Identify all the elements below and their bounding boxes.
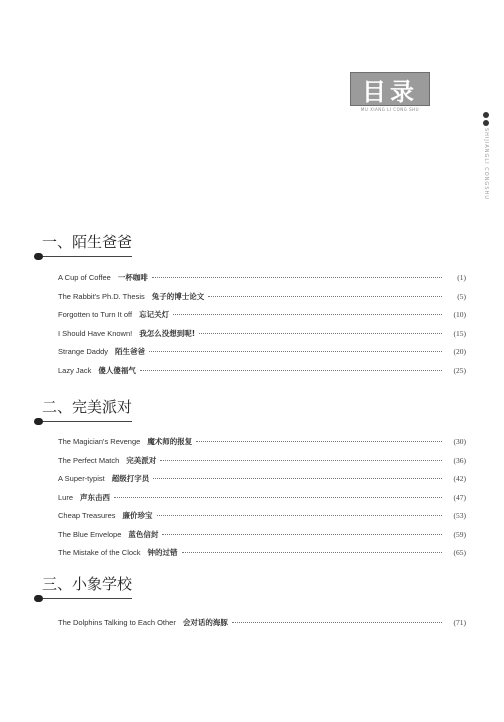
entry-title-zh: 一杯咖啡 — [117, 273, 148, 282]
entry-page: (42) — [453, 474, 466, 483]
entry-title-en: Forgotten to Turn It off — [58, 310, 133, 319]
dot-leader — [140, 370, 442, 371]
entry-title-zh: 忘记关灯 — [139, 310, 170, 319]
entry-page: (71) — [453, 618, 466, 627]
entry-title-en: The Blue Envelope — [58, 529, 122, 539]
section-rule — [36, 595, 466, 605]
side-label: SHIJIANGLI CONGSHU — [483, 128, 489, 200]
entry-title-zh: 傻人傻福气 — [98, 365, 136, 375]
toc-entry[interactable] — [36, 492, 466, 511]
section-heading: 一、陌生爸爸 — [42, 233, 133, 251]
bullet-dot-icon — [34, 253, 43, 260]
entry-page: (20) — [453, 347, 466, 356]
dot-leader — [199, 333, 442, 334]
entry-list — [36, 272, 466, 383]
dot-leader — [114, 497, 442, 498]
toc-entry[interactable] — [36, 272, 466, 291]
dot-leader — [160, 460, 442, 461]
dot-leader — [196, 441, 442, 442]
entry-title-en: The Magician's Revenge — [58, 437, 141, 446]
entry-title-en: Lazy Jack — [58, 365, 92, 375]
page-title-box — [350, 72, 430, 106]
entry-title-zh: 完美派对 — [126, 455, 157, 465]
section-heading: 三、小象学校 — [42, 575, 133, 593]
entry-list — [36, 617, 466, 636]
section-heading: 二、完美派对 — [42, 398, 133, 416]
bullet-dot-icon — [34, 595, 43, 602]
dot-leader — [149, 351, 442, 352]
toc-entry[interactable] — [36, 529, 466, 548]
page-title: 目录 — [362, 76, 418, 106]
dot-leader — [208, 296, 442, 297]
entry-title-zh: 超级打字员 — [111, 474, 150, 483]
side-strip — [483, 112, 489, 272]
entry-title-zh: 陌生爸爸 — [115, 347, 146, 356]
toc-entry[interactable] — [36, 328, 466, 347]
dot-leader — [157, 515, 442, 516]
toc-section-2 — [36, 397, 466, 566]
toc-section-3 — [36, 574, 466, 636]
toc-entry[interactable] — [36, 547, 466, 566]
entry-title-en: A Cup of Coffee — [58, 273, 111, 282]
dot-leader — [152, 277, 442, 278]
entry-page: (47) — [453, 492, 466, 502]
toc-entry[interactable] — [36, 455, 466, 474]
entry-page: (1) — [457, 273, 466, 282]
entry-title-zh: 我怎么没想到呢! — [139, 328, 196, 338]
entry-title-zh: 蓝色信封 — [128, 529, 159, 539]
entry-page: (59) — [453, 529, 466, 539]
entry-title-en: Strange Daddy — [58, 347, 109, 356]
entry-title-en: I Should Have Known! — [58, 328, 133, 338]
section-rule — [36, 418, 466, 428]
section-rule — [36, 253, 466, 263]
entry-title-en: The Rabbit's Ph.D. Thesis — [58, 291, 145, 301]
bullet-dot-icon — [34, 418, 43, 425]
entry-title-en: A Super-typist — [58, 474, 105, 483]
entry-page: (5) — [457, 291, 466, 301]
entry-title-zh: 廉价珍宝 — [122, 511, 153, 520]
toc-entry[interactable] — [36, 365, 466, 384]
toc-entry[interactable] — [36, 510, 466, 529]
dot-leader — [153, 478, 442, 479]
toc-entry[interactable] — [36, 309, 466, 328]
toc-entry[interactable] — [36, 291, 466, 310]
entry-page: (25) — [453, 365, 466, 375]
entry-page: (30) — [453, 437, 466, 446]
entry-page: (15) — [453, 328, 466, 338]
toc-section-1 — [36, 232, 466, 383]
entry-title-en: The Dolphins Talking to Each Other — [58, 618, 176, 627]
entry-title-zh: 声东击西 — [80, 492, 111, 502]
toc-entry[interactable] — [36, 346, 466, 365]
side-dot-icon — [483, 112, 489, 118]
entry-page: (10) — [453, 310, 466, 319]
dot-leader — [232, 622, 442, 623]
entry-title-zh: 魔术师的报复 — [147, 437, 193, 446]
entry-title-en: Lure — [58, 492, 74, 502]
entry-title-zh: 会对话的海豚 — [182, 618, 228, 627]
toc-entry[interactable] — [36, 617, 466, 636]
side-dot-icon — [483, 120, 489, 126]
entry-title-zh: 钟的过错 — [147, 548, 178, 557]
toc-entry[interactable] — [36, 473, 466, 492]
entry-page: (36) — [453, 455, 466, 465]
entry-title-en: The Perfect Match — [58, 455, 120, 465]
entry-list — [36, 436, 466, 566]
page-subtitle: MU XIANG LI CONG SHU — [360, 107, 420, 112]
entry-page: (53) — [453, 511, 466, 520]
dot-leader — [173, 314, 442, 315]
entry-title-en: Cheap Treasures — [58, 511, 116, 520]
entry-title-en: The Mistake of the Clock — [58, 548, 141, 557]
toc-entry[interactable] — [36, 436, 466, 455]
entry-page: (65) — [453, 548, 466, 557]
dot-leader — [162, 534, 442, 535]
dot-leader — [182, 552, 442, 553]
entry-title-zh: 兔子的博士论文 — [151, 291, 205, 301]
